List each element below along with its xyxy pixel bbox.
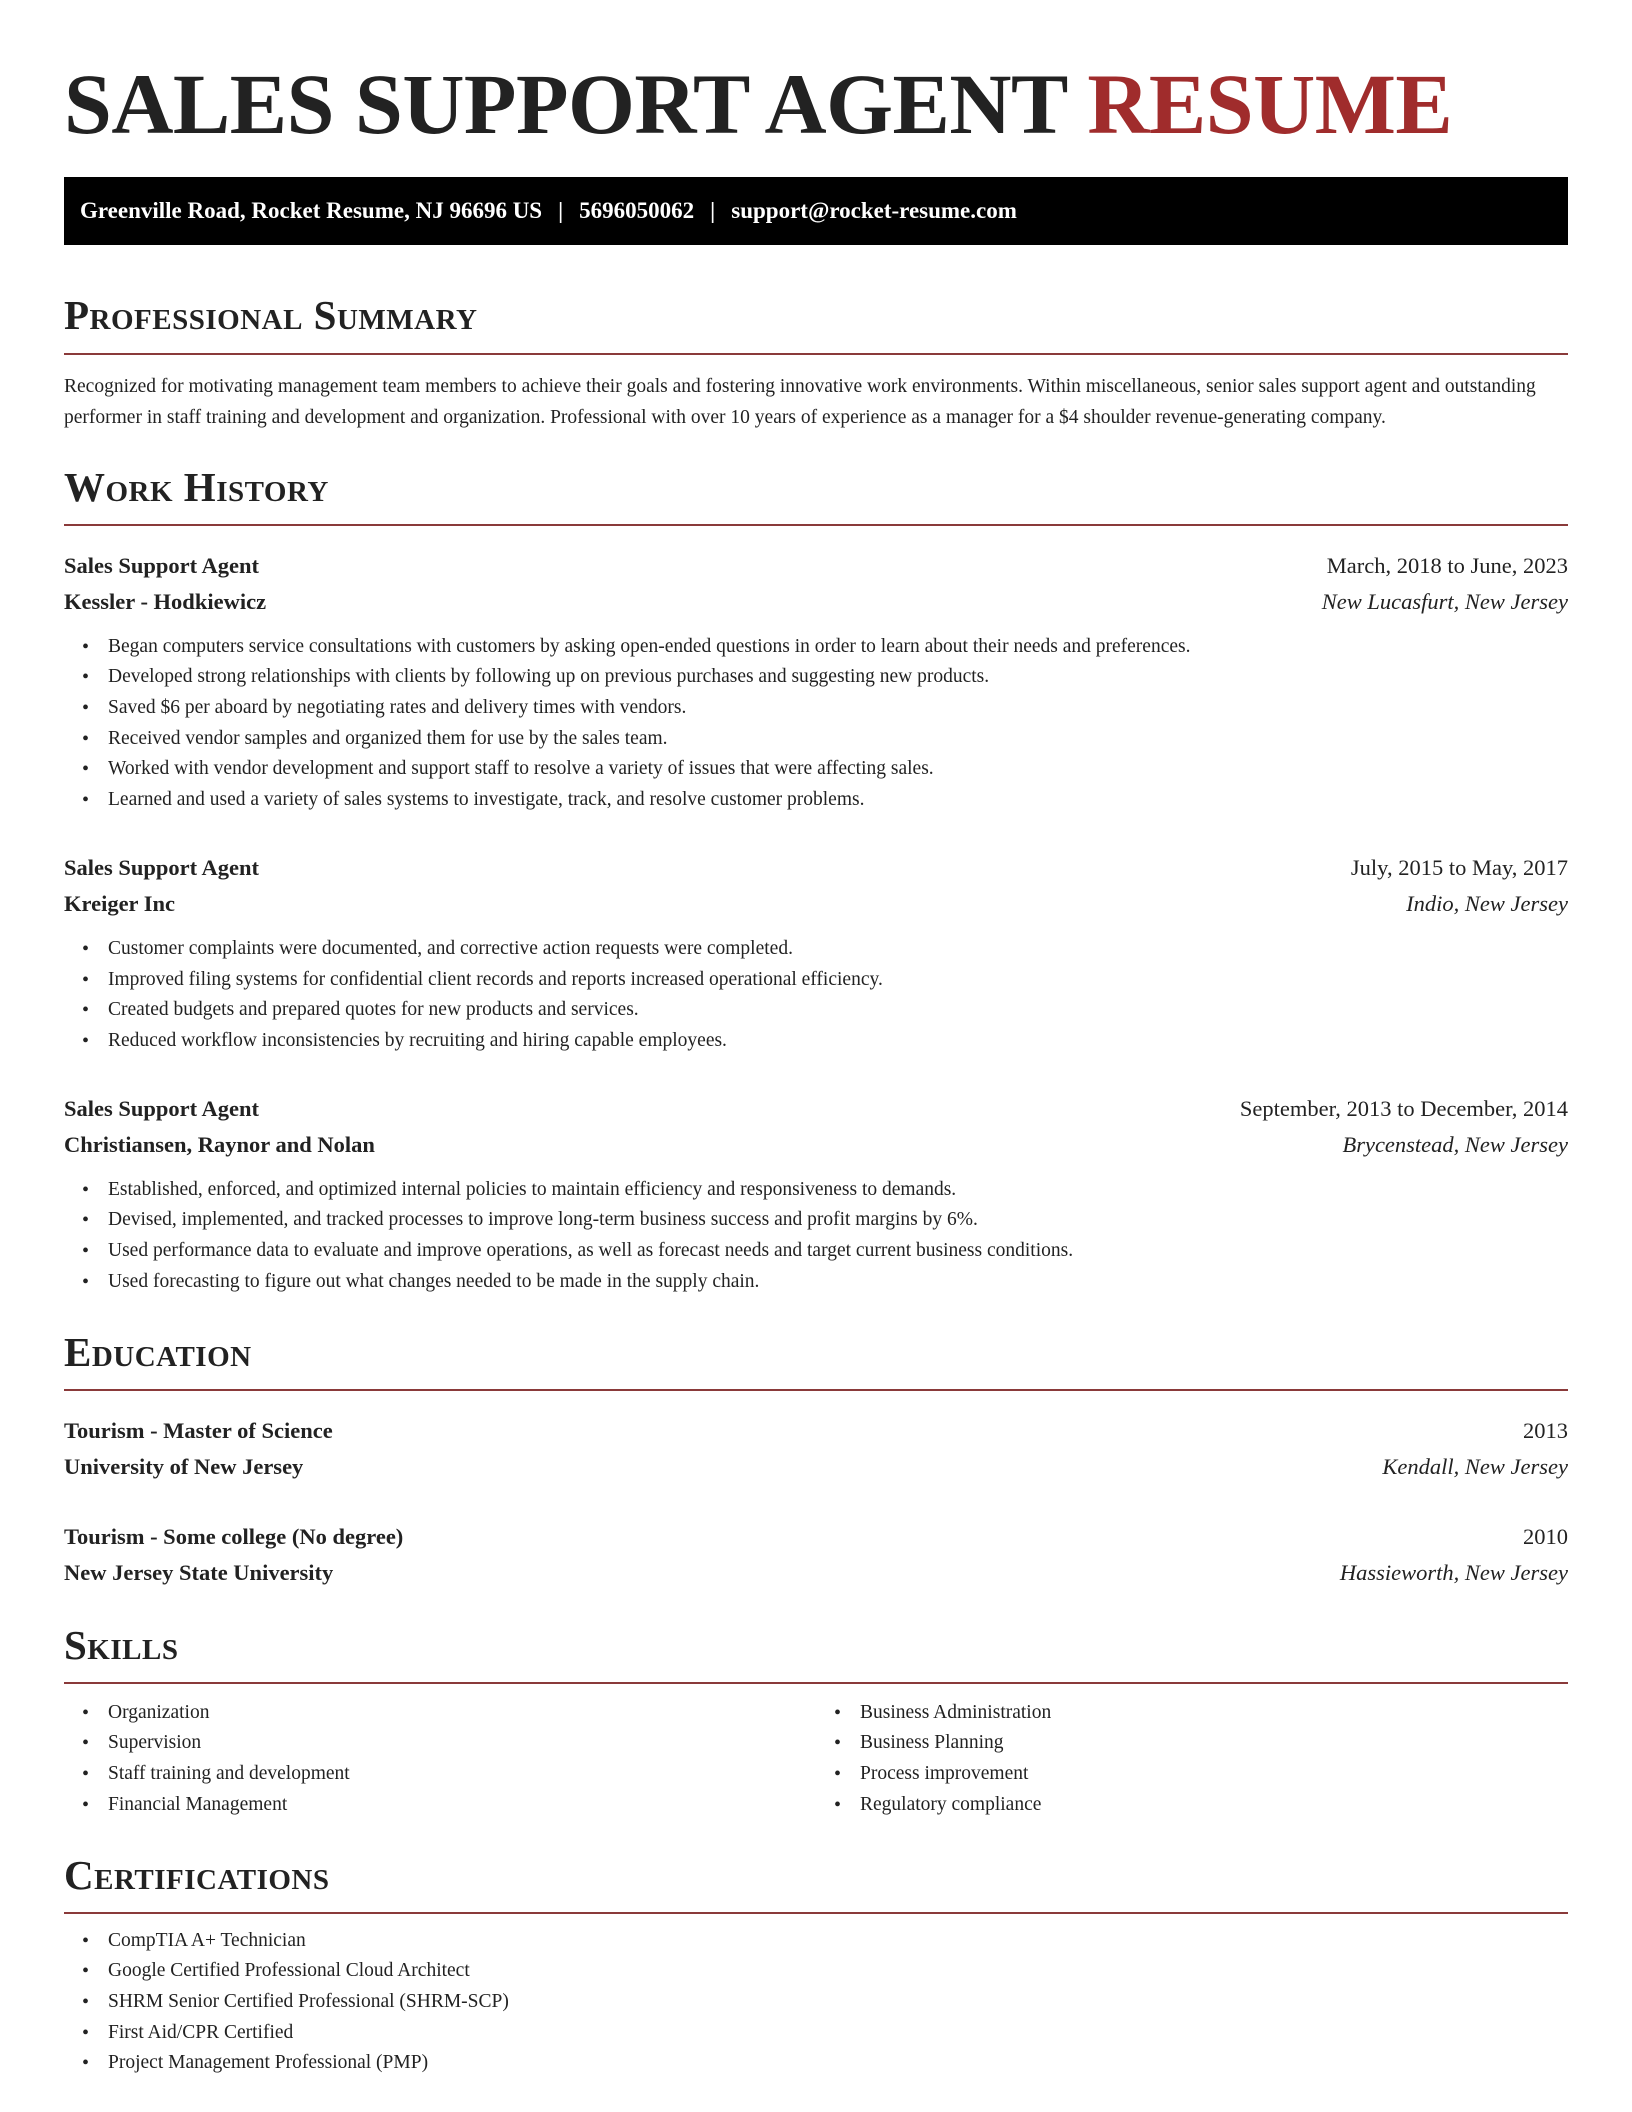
education-location: Kendall, New Jersey bbox=[1382, 1453, 1568, 1479]
job-company-row bbox=[64, 584, 1568, 620]
education-header-row bbox=[64, 1413, 1568, 1449]
job-bullets bbox=[64, 1175, 1568, 1298]
job-bullet: • Learned and used a variety of sales systems to investigate, track, and resolve customer problems. bbox=[108, 785, 1568, 816]
contact-separator: | bbox=[558, 198, 564, 224]
summary-text: Recognized for motivating management team members to achieve their goals and fostering innovative work environments. Within miscellaneous, senior sales support agent and outstanding performer in staff training and development and organization. Professional with over 10 years of experience as a manager for a $4 shoulder revenue-generating company. bbox=[64, 375, 1536, 428]
job-company: Christiansen, Raynor and Nolan bbox=[64, 1131, 375, 1157]
job-bullet: • Saved $6 per aboard by negotiating rates and delivery times with vendors. bbox=[108, 693, 1568, 724]
job-dates: July, 2015 to May, 2017 bbox=[1350, 854, 1568, 880]
job-bullet: • Began computers service consultations with customers by asking open-ended questions in order to learn about their needs and preferences. bbox=[108, 632, 1568, 663]
title-accent: RESUME bbox=[1087, 56, 1453, 152]
contact-separator: | bbox=[710, 198, 716, 224]
job-entry bbox=[64, 850, 1568, 1057]
job-entry bbox=[64, 1091, 1568, 1298]
education-entry bbox=[64, 1413, 1568, 1485]
job-company-row bbox=[64, 886, 1568, 922]
job-bullet: • Developed strong relationships with clients by following up on previous purchases and suggesting new products. bbox=[108, 662, 1568, 693]
resume-title bbox=[64, 54, 1568, 155]
section-title-skills: Skills bbox=[64, 1623, 1568, 1684]
education-entry bbox=[64, 1519, 1568, 1591]
skill-item: • Staff training and development bbox=[108, 1759, 816, 1790]
contact-bar bbox=[64, 177, 1568, 245]
job-bullet: • Customer complaints were documented, and corrective action requests were completed. bbox=[108, 934, 1568, 965]
education-school: New Jersey State University bbox=[64, 1559, 334, 1585]
job-bullet: • Improved filing systems for confidential client records and reports increased operational efficiency. bbox=[108, 965, 1568, 996]
education-degree: Tourism - Master of Science bbox=[64, 1417, 333, 1443]
skill-item: • Organization bbox=[108, 1698, 816, 1729]
certification-item: • First Aid/CPR Certified bbox=[108, 2018, 1568, 2049]
certifications-list bbox=[64, 1926, 1568, 2080]
job-header-row bbox=[64, 548, 1568, 584]
job-bullets bbox=[64, 934, 1568, 1057]
job-bullets bbox=[64, 632, 1568, 816]
skills-list-left bbox=[64, 1698, 816, 1821]
section-title-summary: Professional Summary bbox=[64, 293, 1568, 354]
job-bullet: • Worked with vendor development and support staff to resolve a variety of issues that were affecting sales. bbox=[108, 754, 1568, 785]
job-bullet: • Reduced workflow inconsistencies by recruiting and hiring capable employees. bbox=[108, 1026, 1568, 1057]
job-location: Brycenstead, New Jersey bbox=[1342, 1131, 1568, 1157]
job-role: Sales Support Agent bbox=[64, 1095, 260, 1121]
education-school-row bbox=[64, 1449, 1568, 1485]
certification-item: • Project Management Professional (PMP) bbox=[108, 2048, 1568, 2079]
education-year: 2010 bbox=[1523, 1523, 1568, 1549]
job-role: Sales Support Agent bbox=[64, 552, 260, 578]
education-location: Hassieworth, New Jersey bbox=[1339, 1559, 1568, 1585]
job-company: Kessler - Hodkiewicz bbox=[64, 588, 267, 614]
job-company: Kreiger Inc bbox=[64, 890, 176, 916]
section-title-work-history: Work History bbox=[64, 465, 1568, 526]
education-school-row bbox=[64, 1555, 1568, 1591]
certification-item: • SHRM Senior Certified Professional (SHRM-SCP) bbox=[108, 1987, 1568, 2018]
skill-item: • Supervision bbox=[108, 1728, 816, 1759]
skill-item: • Process improvement bbox=[860, 1759, 1568, 1790]
education-year: 2013 bbox=[1523, 1417, 1568, 1443]
section-title-certifications: Certifications bbox=[64, 1853, 1568, 1914]
section-title-education: Education bbox=[64, 1330, 1568, 1391]
job-bullet: • Devised, implemented, and tracked processes to improve long-term business success and profit margins by 6%. bbox=[108, 1205, 1568, 1236]
job-company-row bbox=[64, 1127, 1568, 1163]
skill-item: • Business Administration bbox=[860, 1698, 1568, 1729]
job-location: Indio, New Jersey bbox=[1406, 890, 1568, 916]
job-entry bbox=[64, 548, 1568, 816]
education-header-row bbox=[64, 1519, 1568, 1555]
contact-phone: 5696050062 bbox=[579, 198, 695, 224]
contact-email[interactable]: support@rocket-resume.com bbox=[731, 198, 1017, 224]
skills-list-right bbox=[816, 1698, 1568, 1821]
skills-columns bbox=[64, 1698, 1568, 1821]
job-bullet: • Established, enforced, and optimized internal policies to maintain efficiency and responsiveness to demands. bbox=[108, 1175, 1568, 1206]
skill-item: • Financial Management bbox=[108, 1790, 816, 1821]
certification-item: • Google Certified Professional Cloud Architect bbox=[108, 1956, 1568, 1987]
job-bullet: • Used forecasting to figure out what changes needed to be made in the supply chain. bbox=[108, 1267, 1568, 1298]
job-bullet: • Used performance data to evaluate and improve operations, as well as forecast needs and target current business conditions. bbox=[108, 1236, 1568, 1267]
contact-address: Greenville Road, Rocket Resume, NJ 96696 US bbox=[80, 198, 543, 224]
education-degree: Tourism - Some college (No degree) bbox=[64, 1523, 404, 1549]
skill-item: • Business Planning bbox=[860, 1728, 1568, 1759]
job-location: New Lucasfurt, New Jersey bbox=[1321, 588, 1568, 614]
job-dates: September, 2013 to December, 2014 bbox=[1239, 1095, 1568, 1121]
job-header-row bbox=[64, 850, 1568, 886]
education-school: University of New Jersey bbox=[64, 1453, 304, 1479]
skill-item: • Regulatory compliance bbox=[860, 1790, 1568, 1821]
title-main: SALES SUPPORT AGENT bbox=[64, 56, 1067, 152]
job-bullet: • Created budgets and prepared quotes for new products and services. bbox=[108, 995, 1568, 1026]
job-header-row bbox=[64, 1091, 1568, 1127]
job-role: Sales Support Agent bbox=[64, 854, 260, 880]
job-dates: March, 2018 to June, 2023 bbox=[1326, 552, 1568, 578]
certification-item: • CompTIA A+ Technician bbox=[108, 1926, 1568, 1957]
job-bullet: • Received vendor samples and organized them for use by the sales team. bbox=[108, 724, 1568, 755]
